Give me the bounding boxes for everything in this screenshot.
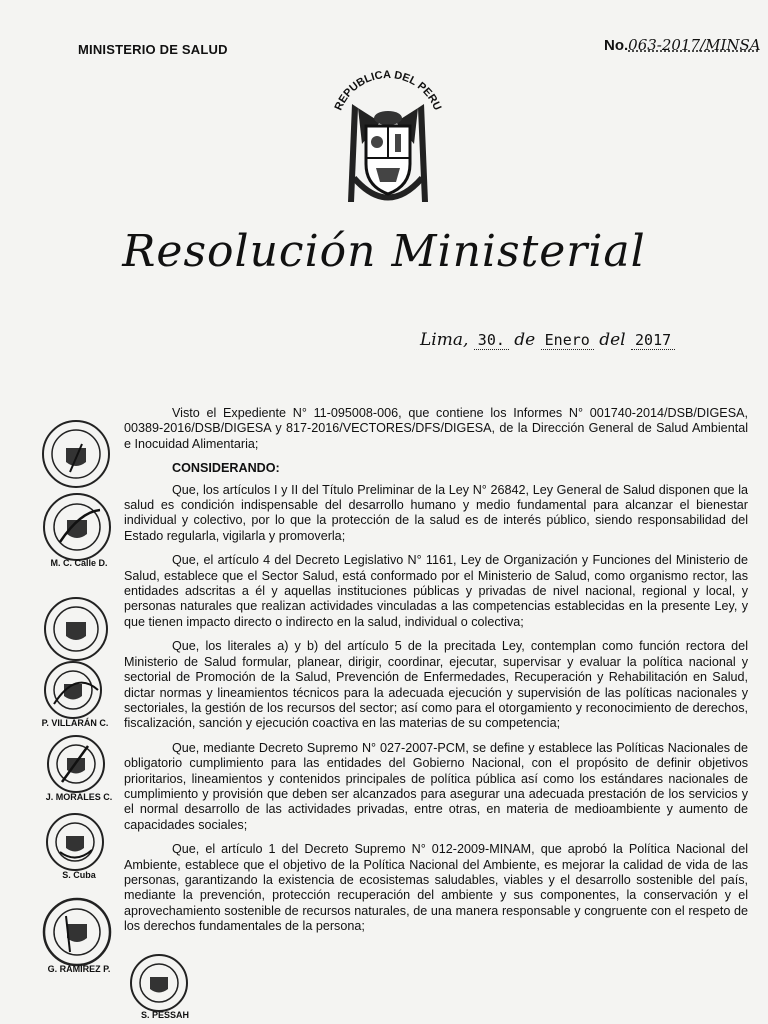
number-value: 063-2017/MINSA xyxy=(628,36,761,54)
ministry-name: MINISTERIO DE SALUD xyxy=(78,42,228,57)
seal-stamp xyxy=(40,418,118,490)
stamp-signatory: P. VILLARÁN C. xyxy=(41,718,109,728)
considerando-paragraph-4: Que, mediante Decreto Supremo N° 027-2007-PCM, se define y establece las Políticas Nacionales de obligatorio cumplimiento para las entidades del Gobierno Nacional, con el propósito de definir objetivos prioritarios, lineamientos y contenidos principales de política pública así como los estándares nacionales de cumplimiento y provisión que deben ser alcanzados para asegurar una adecuada prestación de los servicios y el normal desarrollo de las actividades privadas, entre otras, en materia de medioambiente y aumento de capacidades sociales; xyxy=(124,740,748,832)
document-title: Resolución Ministerial xyxy=(122,226,646,277)
stamp-signatory: S. PESSAH xyxy=(140,1010,189,1020)
seal-stamp xyxy=(40,492,118,568)
seal-stamp xyxy=(40,812,118,880)
considerando-paragraph-2: Que, el artículo 4 del Decreto Legislativo N° 1161, Ley de Organización y Funciones del Ministerio de Salud, establece que el Sector Salud, está conformado por el Ministerio de Salud, como organismo rector, las entidades adscritas a él y aquellas instituciones públicas y privadas de nivel nacional, regional y local, y personas naturales que realizan actividades vinculadas a las competencias establecidas en la presente Ley, y que tienen impacto directo o indirecto en la salud, individual o colectiva; xyxy=(124,553,748,629)
date-city: Lima, xyxy=(420,330,469,350)
date-day: 30. xyxy=(474,331,509,350)
considerando-paragraph-1: Que, los artículos I y II del Título Preliminar de la Ley N° 26842, Ley General de Salud disponen que la salud es condición indispensable del desarrollo humano y medio fundamental para alcanzar el bienestar individual y colectivo, por lo que la protección de la salud es de interés público, siendo responsabilidad del Estado regularla, vigilarla y promoverla; xyxy=(124,482,748,543)
seal-stamp xyxy=(40,596,118,662)
crest-arc-text: REPUBLICA DEL PERU xyxy=(332,68,444,113)
document-body xyxy=(124,406,748,944)
considerando-paragraph-3: Que, los literales a) y b) del artículo 5 de la precitada Ley, contemplan como función rectora del Ministerio de Salud formular, planear, dirigir, coordinar, ejecutar, supervisar y evaluar la política nacional y sectorial de Promoción de la Salud, Prevención de Enfermedades, Recuperación y Rehabilitación en Salud, dictar normas y lineamientos técnicos para la adecuada ejecución y supervisión de las políticas nacionales y sectoriales, la gestión de los recursos del sector; así como para el otorgamiento y reconocimiento de derechos, fiscalización, sanción y ejecución coactiva en las materias de su competencia; xyxy=(124,639,748,731)
resolution-number xyxy=(604,36,761,54)
date-month: Enero xyxy=(541,331,594,350)
date-de: de xyxy=(514,330,536,350)
seal-icon xyxy=(36,660,110,722)
seal-icon xyxy=(40,418,112,490)
seal-icon xyxy=(40,492,114,562)
considerando-paragraph-5: Que, el artículo 1 del Decreto Supremo N° 012-2009-MINAM, que aprobó la Política Nacional del Ambiente, establece que el objetivo de la Política Nacional del Ambiente, es mejorar la calidad de vida de las personas, garantizando la existencia de ecosistemas saludables, viables y el desarrollo sostenible del país, mediante la prevención, protección recuperación del ambiente y sus componentes, la conservación y el aprovechamiento sostenible de recursos naturales, de una manera responsable y congruente con el respeto de los derechos fundamentales de la persona; xyxy=(124,842,748,934)
number-prefix: No. xyxy=(604,37,629,54)
date-year: 2017 xyxy=(631,331,675,350)
dateline xyxy=(420,330,675,350)
stamp-signatory: S. Cuba xyxy=(62,870,96,880)
seal-stamp xyxy=(126,952,204,1020)
seal-icon xyxy=(40,734,112,796)
seal-stamp xyxy=(40,734,118,802)
seal-icon xyxy=(40,812,110,874)
date-del: del xyxy=(599,330,626,350)
stamp-signatory: G. RAMÍREZ P. xyxy=(47,964,111,974)
seal-stamp xyxy=(36,660,114,728)
stamp-signatory: M. C. Calle D. xyxy=(50,558,108,568)
seal-icon xyxy=(40,596,112,662)
considerando-heading: CONSIDERANDO: xyxy=(172,461,280,476)
seal-icon xyxy=(40,896,114,968)
visto-paragraph: Visto el Expediente N° 11-095008-006, que contiene los Informes N° 001740-2014/DSB/DIGESA, 00389-2016/DSB/DIGESA y 817-2016/VECTORES/DFS/DIGESA, de la Dirección General de Salud Ambiental e Inocuidad Alimentaria; xyxy=(124,406,748,451)
coat-of-arms-icon xyxy=(318,52,458,222)
stamp-signatory: J. MORALES C. xyxy=(45,792,113,802)
seal-icon xyxy=(126,952,192,1014)
seal-stamp xyxy=(40,896,118,974)
